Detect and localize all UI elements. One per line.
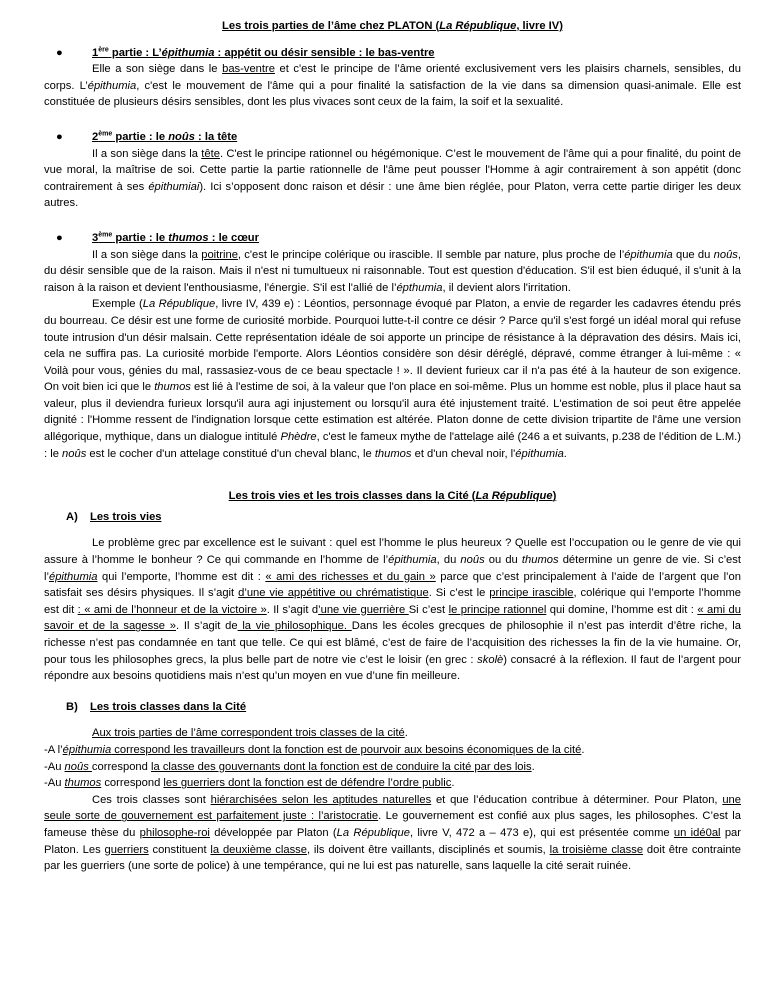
text-run: . C'est le principe rationnel ou hégémonique. C’est le mouvement de l'âme qui a pour finalité, du point de vue moral, la maîtrise de soi. Cette partie la partie rationnelle de l'âme peut pousser l'Homme à agir contrairement à son appétit (donc contrairement à ses bbox=[44, 147, 742, 193]
text-run: la vie philosophique. bbox=[237, 620, 352, 633]
text-run: . bbox=[404, 727, 408, 740]
text-run: . bbox=[563, 447, 567, 460]
text-run: une seule sorte de gouvernement est parfaitement juste : l’aristocratie bbox=[44, 793, 741, 823]
text-run: noûs bbox=[460, 554, 485, 567]
section-b-heading: B) Les trois classes dans la Cité bbox=[66, 700, 247, 713]
text-run: épithumia bbox=[388, 554, 437, 567]
text-run: épithumia bbox=[624, 248, 673, 261]
part-2-body bbox=[44, 146, 741, 212]
section-b-body bbox=[44, 792, 741, 875]
text-run: et d'un cheval noir, l' bbox=[411, 447, 516, 460]
text-run: . Si c’est le bbox=[428, 587, 490, 600]
text-run: , il devient alors l'irritation. bbox=[442, 281, 571, 294]
bullet-icon: ● bbox=[56, 231, 63, 244]
text-run: la troisième classe bbox=[549, 843, 644, 856]
text-run: tête bbox=[201, 147, 220, 160]
text-run: et que l’éducation contribue à déterminer. Pour Platon, bbox=[431, 793, 723, 806]
text-run: épithumiai bbox=[148, 180, 200, 193]
text-run: , c'est le mouvement de l'âme qui a pour finalité la satisfaction de la vie dans sa dimension quasi-animale. Elle est constituée de plusieurs désirs sensibles, dont les plus vivaces sont ceux de la faim, la soif et la sexualité. bbox=[44, 79, 741, 109]
part-2-heading: ● 2ème partie : le noûs : la tête bbox=[44, 129, 741, 146]
text-run: noûs bbox=[64, 760, 92, 773]
text-run: « ami du savoir et de la sagesse » bbox=[44, 603, 741, 633]
text-run: épithumia bbox=[87, 79, 137, 92]
text-run: bas-ventre bbox=[222, 63, 275, 76]
text-run: , c'est le fameux mythe de l'attelage ailé (246 a et suivants, p.238 de l’édition de L.M.) : le bbox=[44, 431, 742, 460]
bullet-icon: ● bbox=[56, 46, 63, 59]
section-b-line-thumos bbox=[44, 775, 741, 792]
text-run: hiérarchisées selon les aptitudes naturelles bbox=[210, 793, 432, 806]
section-b-intro bbox=[44, 725, 741, 742]
text-run: les guerriers dont la fonction est de défendre l’ordre public bbox=[163, 777, 452, 790]
document-page bbox=[44, 18, 741, 875]
text-run: thumos bbox=[64, 777, 102, 790]
text-run: doit être contrainte par les guerriers (une sorte de police) à une tempérance, qui ne lui est pas naturelle, sans laquelle la cité serait ruinée. bbox=[44, 843, 741, 873]
text-run: poitrine bbox=[201, 248, 238, 261]
text-run: , ils doivent être vaillants, disciplinés et soumis, bbox=[307, 843, 550, 856]
text-run: La République bbox=[336, 826, 410, 839]
section-b-line-nous bbox=[44, 759, 741, 776]
text-run: principe irascible bbox=[489, 587, 574, 600]
text-run: Elle a son siège dans le bbox=[92, 63, 223, 76]
text-run: , colérique qui l’emporte l’homme est dit bbox=[44, 587, 741, 616]
text-run: La République bbox=[142, 298, 216, 311]
text-run: la classe des gouvernants dont la fonction est de conduire la cité par des lois bbox=[151, 760, 532, 773]
text-run: Si c’est bbox=[408, 603, 449, 616]
section-a-body bbox=[44, 535, 741, 684]
text-run: -A l’ bbox=[44, 743, 63, 756]
text-run: est le cocher d'un attelage constitué d'un cheval blanc, le bbox=[86, 447, 375, 460]
section-a-heading: A) Les trois vies bbox=[66, 510, 162, 523]
text-run: , du bbox=[436, 554, 461, 567]
text-run: ) consacré à la réflexion. Il faut de l’argent pour répondre aux besoins quotidiens mais n’est qu’un moyen en vue d’une fin meilleure. bbox=[44, 653, 742, 683]
section-b-line-epithumia bbox=[44, 742, 741, 759]
text-run: thumos bbox=[374, 447, 412, 460]
text-run: qui l’emporte, l’homme est dit : bbox=[97, 570, 266, 583]
text-run: Ces trois classes sont bbox=[92, 793, 211, 806]
text-run: Il a son siège dans la bbox=[92, 248, 202, 261]
text-run: philosophe-roi bbox=[139, 826, 210, 839]
text-run: -Au bbox=[44, 777, 65, 790]
text-run: le principe rationnel bbox=[448, 603, 547, 616]
text-run: ou du bbox=[484, 554, 522, 567]
bullet-icon: ● bbox=[56, 130, 63, 143]
text-run: , c'est le principe colérique ou irascible. Il semble par nature, plus proche de l’ bbox=[237, 248, 625, 261]
text-run: ’une vie guerrière bbox=[318, 603, 409, 616]
text-run: : « ami de l’honneur et de la victoire » bbox=[77, 603, 267, 616]
text-run: thumos bbox=[154, 381, 191, 394]
text-run: Aux trois parties de l’âme correspondent trois classes de la cité bbox=[92, 727, 405, 740]
text-run: un idé0al bbox=[673, 826, 721, 839]
text-run: la deuxième classe bbox=[210, 843, 307, 856]
text-run: et c'est le principe de l’âme orienté exclusivement vers les plaisirs charnels, sensibles, du corps. L’ bbox=[44, 63, 741, 92]
text-run: Phèdre bbox=[280, 431, 317, 444]
text-run: correspond les travailleurs dont la fonction est de pourvoir aux besoins économiques de la cité bbox=[111, 743, 582, 756]
text-run: par Platon. Les bbox=[44, 826, 742, 856]
text-run: ). Ici s’opposent donc raison et désir : une âme bien réglée, pour Platon, verra cette partie diriger les deux autres. bbox=[44, 180, 741, 210]
part-3-example bbox=[44, 296, 741, 462]
text-run: épithumia bbox=[515, 447, 564, 460]
text-run: . Il s’agit d bbox=[266, 603, 319, 616]
text-run: , livre IV, 439 e) : Léontios, personnage évoqué par Platon, a envie de regarder les cadavres étendu prés du bourreau. Ce désir est une forme de curiosité morbide. Pourquoi lutte-t-il contre ce désir ? Parce qu'il s'est forgé un idéal moral qui refuse toute intrusion d'un désir malsain. Cette représentation idéale de soi apporte un principe de résistance à la dépravation des désirs. Mais ici, cela ne suffira pas. La curiosité morbide l'emporte. Alors Léontios considère son désir déréglé, dépravé, comme étranger à lui-même : « Voilà pour vous, génies du mal, rassasiez-vous de ce beau spectacle ! ». Il devient furieux car il n'a pas été à la hauteur de son exigence. On voit bien ici que le bbox=[44, 298, 741, 394]
text-run: noûs bbox=[62, 447, 87, 460]
text-run: Dans les écoles grecques de philosophie il n’est pas interdit d’être riche, la richesse n’est pas condamnée en tant que telle. Ce qui est blâmé, c’est de faire de l’acquisition des richesses la fin de la vie humaine. Or, pour tous les philosophes grecs, la plus belle part de notre vie c’est le loisir (en grec : bbox=[44, 620, 741, 666]
text-run: . bbox=[531, 760, 535, 773]
part-1-body bbox=[44, 61, 741, 111]
text-run: est lié à l'estime de soi, à la valeur que l'on place en soi-même. Plus un homme est noble, plus il place haut sa valeur, plus il deviendra furieux lorsqu'il aura agi injustement ou lorsqu'il aura été injustement traité. L'estimation de soi peut être appelée dignité : l'Homme ressent de l'indignation lorsque cette estimation est altérée. Platon donne de cette division tripartite de l'âme une version allégorique, mythique, dans un dialogue intitulé bbox=[44, 381, 741, 444]
text-run: guerriers bbox=[104, 843, 149, 856]
section-title: Les trois vies et les trois classes dans la Cité (La République) bbox=[228, 490, 557, 503]
text-run: constituent bbox=[148, 843, 211, 856]
text-run: parce que c’est principalement à l’aide de l’argent que l’on satisfait ses désirs physiques. Il s’agit bbox=[44, 570, 741, 600]
text-run: . bbox=[451, 777, 455, 790]
text-run: Il a son siège dans la bbox=[92, 147, 202, 160]
text-run: thumos bbox=[521, 554, 559, 567]
document-title: Les trois parties de l’âme chez PLATON (La République, livre IV) bbox=[222, 20, 563, 32]
text-run: . bbox=[581, 743, 585, 756]
text-run: , livre V, 472 a – 473 e), qui est présentée comme bbox=[409, 826, 674, 839]
text-run: épithumia bbox=[48, 570, 98, 583]
text-run: que du bbox=[672, 248, 714, 261]
text-run: , du désir sensible que de la raison. Mais il n'est ni tumultueux ni raisonnable. Tout est question d'éducation. S'il est bien éduqué, il s'unit à la raison à la raison et devient l'enthousiasme, l'énergie. S'il est l'allié de l’ bbox=[44, 248, 742, 294]
text-run: . Le gouvernement est confié aux plus sages, les philosophes. C’est la fameuse thèse du bbox=[44, 810, 742, 839]
text-run: détermine un genre de vie. Si c’est l’ bbox=[44, 554, 741, 583]
text-run: Exemple ( bbox=[92, 298, 143, 311]
part-3-heading: ● 3ème partie : le thumos : le cœur bbox=[44, 230, 741, 247]
text-run: -Au bbox=[44, 760, 65, 773]
part-1-heading: ● 1ère partie : L’épithumia : appétit ou désir sensible : le bas-ventre bbox=[44, 45, 741, 62]
text-run: « ami des richesses et du gain » bbox=[265, 570, 436, 583]
part-3-body bbox=[44, 247, 741, 297]
text-run: Le problème grec par excellence est le suivant : quel est l’homme le plus heureux ? Quelle est l’occupation ou le genre de vie qui assure à l’homme le bonheur ? Ce qui commande en l’homme de l’ bbox=[44, 537, 741, 567]
text-run: skolè bbox=[477, 653, 504, 666]
text-run: noûs bbox=[713, 248, 738, 261]
text-run: développée par Platon ( bbox=[209, 826, 337, 839]
text-run: épthumia bbox=[396, 281, 443, 294]
text-run: qui domine, l’homme est dit : bbox=[546, 603, 698, 616]
text-run: épithumia bbox=[62, 743, 112, 756]
text-run: correspond bbox=[91, 760, 151, 773]
text-run: d’une vie appétitive ou chrématistique bbox=[238, 587, 429, 600]
text-run: . Il s’agit de bbox=[176, 620, 238, 633]
text-run: correspond bbox=[101, 777, 164, 790]
